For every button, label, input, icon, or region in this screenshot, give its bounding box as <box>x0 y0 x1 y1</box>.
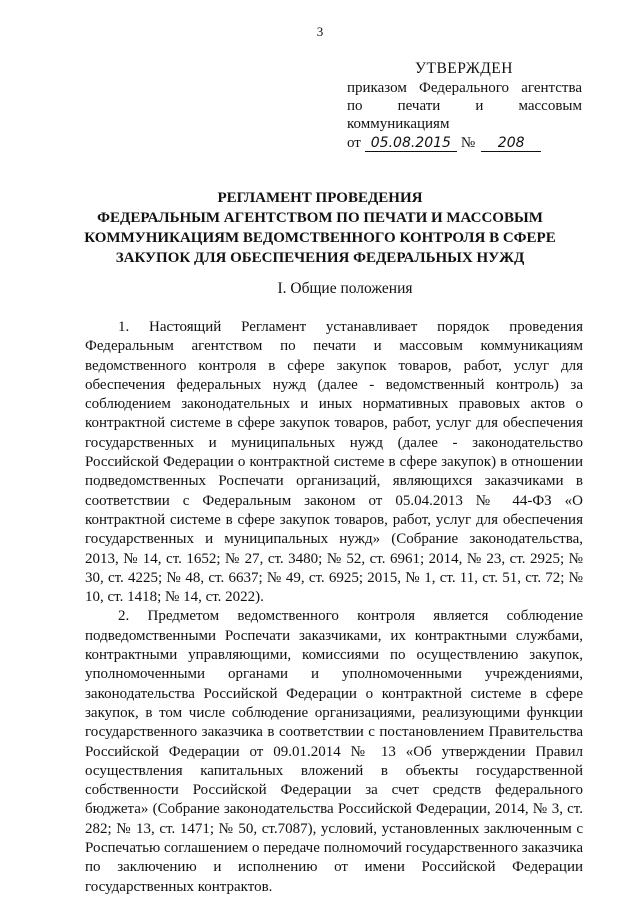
handwritten-date: 05.08.2015 <box>365 135 457 152</box>
approval-line-2 <box>347 97 582 115</box>
approval-word: и <box>475 98 484 114</box>
approval-word: агентства <box>521 80 582 96</box>
approval-word: Федерального <box>419 80 510 96</box>
paragraph-1: 1. Настоящий Регламент устанавливает порядок проведения Федеральным агентством по печати и массовым коммуникациям ведомственного контроля в сфере закупок товаров, работ, услуг для обеспечения федеральных нужд (далее - ведомственный контроль) за соблюдением законодательных и иных нормативных правовых актов о контрактной системе в сфере закупок товаров, работ, услуг для обеспечения государственных и муниципальных нужд (далее - законодательство Российской Федерации о контрактной системе в сфере закупок) в отношении подведомственных Роспечати организаций, являющихся заказчиками в соответствии с Федеральным законом от 05.04.2013 № 44-ФЗ «О контрактной системе в сфере закупок товаров, работ, услуг для обеспечения государственных и муниципальных нужд» (Собрание законодательства, 2013, № 14, ст. 1652; № 27, ст. 3480; № 52, ст. 6961; 2014, № 23, ст. 2925; № 30, ст. 4225; № 48, ст. 6637; № 49, ст. 6925; 2015, № 1, ст. 11, ст. 51, ст. 72; № 10, ст. 1418; № 14, ст. 2022). <box>85 319 583 606</box>
page-number: 3 <box>316 24 324 39</box>
approval-title: УТВЕРЖДЕН <box>415 60 513 77</box>
approval-line-1 <box>347 79 582 97</box>
title-line: РЕГЛАМЕНТ ПРОВЕДЕНИЯ <box>217 190 423 206</box>
approval-date-line <box>347 134 582 152</box>
document-body <box>85 318 583 897</box>
handwritten-number: 208 <box>481 135 541 152</box>
document-title <box>60 188 580 268</box>
title-line: ФЕДЕРАЛЬНЫМ АГЕНТСТВОМ ПО ПЕЧАТИ И МАССОВЫМ <box>97 210 543 226</box>
section-heading: I. Общие положения <box>277 280 413 297</box>
approval-line-3: коммуникациям <box>347 116 450 132</box>
approval-word: приказом <box>347 80 407 96</box>
approval-stamp <box>347 60 582 152</box>
approval-word: печати <box>397 98 441 114</box>
title-line: ЗАКУПОК ДЛЯ ОБЕСПЕЧЕНИЯ ФЕДЕРАЛЬНЫХ НУЖД <box>115 250 525 266</box>
number-prefix: № <box>460 135 476 151</box>
title-line: КОММУНИКАЦИЯМ ВЕДОМСТВЕННОГО КОНТРОЛЯ В СФЕРЕ <box>84 230 556 246</box>
date-prefix: от <box>347 135 361 151</box>
approval-word: по <box>347 98 363 114</box>
paragraph-2: 2. Предметом ведомственного контроля является соблюдение подведомственными Роспечати заказчиками, их контрактными службами, контрактными управляющими, комиссиями по осуществлению закупок, уполномоченными органами и уполномоченными учреждениями, законодательства Российской Федерации о контрактной системе в сфере закупок, в том числе соблюдение организациями, реализующими функции государственного заказчика в соответствии с постановлением Правительства Российской Федерации от 09.01.2014 № 13 «Об утверждении Правил осуществления капитальных вложений в объекты государственной собственности Российской Федерации за счет средств федерального бюджета» (Собрание законодательства Российской Федерации, 2014, № 3, ст. 282; № 13, ст. 1471; № 50, ст.7087), условий, установленных заключенным с Роспечатью соглашением о передаче полномочий государственного заказчика по заключению и исполнению от имени Российской Федерации государственных контрактов. <box>85 608 583 895</box>
approval-word: массовым <box>518 98 582 114</box>
